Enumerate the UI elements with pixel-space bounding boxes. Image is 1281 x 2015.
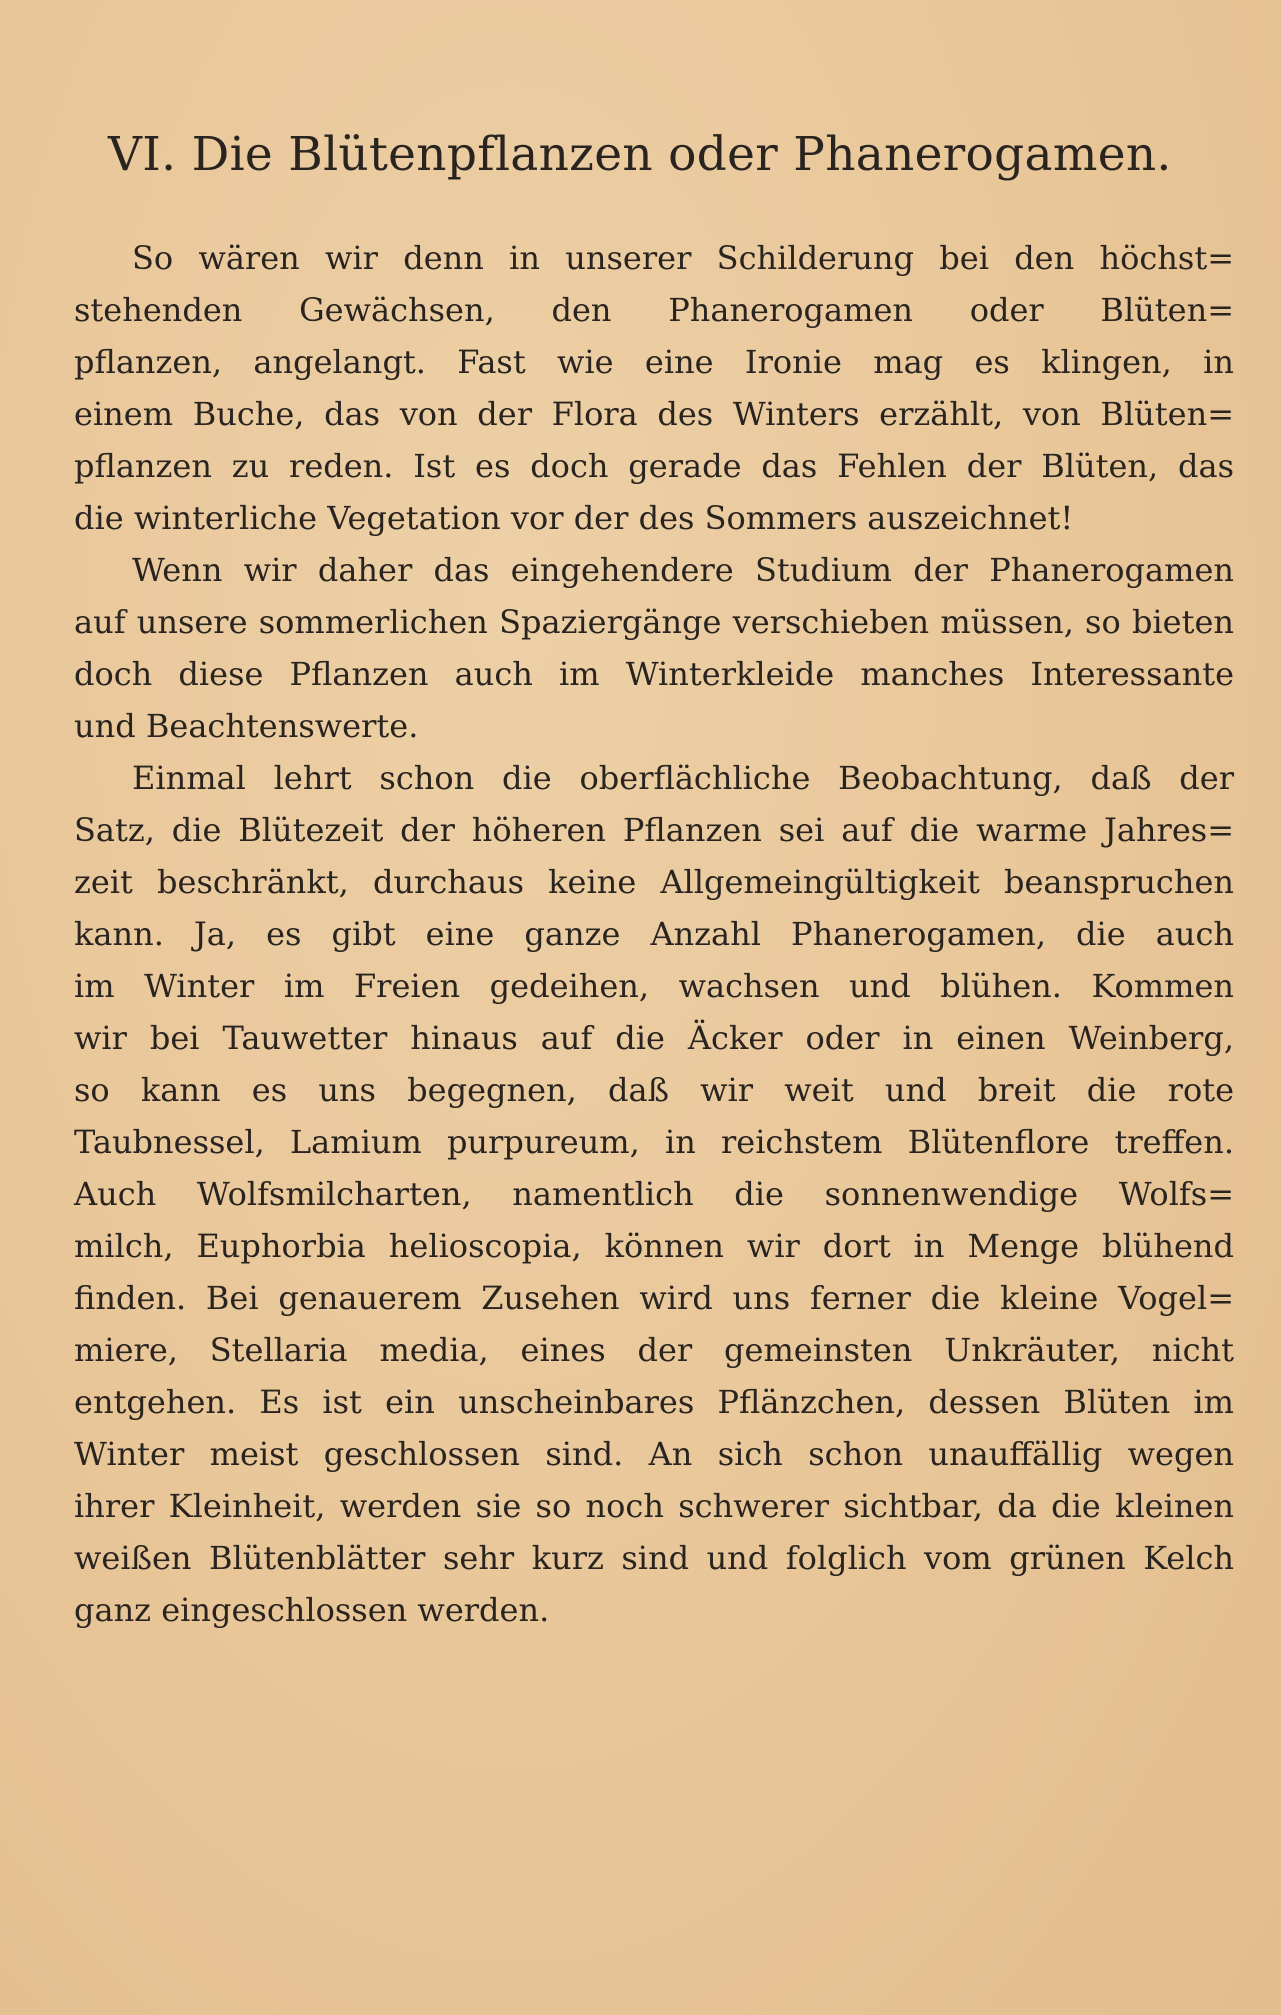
text-line: ihrer Kleinheit, werden sie so noch schwerer sichtbar, da die kleinen xyxy=(74,1487,1234,1525)
text-line: einem Buche, das von der Flora des Winters erzählt, von Blüten= xyxy=(74,395,1234,433)
text-line: und Beachtenswerte. xyxy=(74,707,419,745)
text-line: finden. Bei genauerem Zusehen wird uns ferner die kleine Vogel= xyxy=(74,1279,1234,1317)
text-line: Winter meist geschlossen sind. An sich schon unauffällig wegen xyxy=(74,1435,1234,1473)
text-line: Wenn wir daher das eingehendere Studium der Phanerogamen xyxy=(132,551,1234,589)
text-line: pflanzen zu reden. Ist es doch gerade das Fehlen der Blüten, das xyxy=(74,447,1234,485)
text-line: auf unsere sommerlichen Spaziergänge verschieben müssen, so bieten xyxy=(74,603,1234,641)
text-line: so kann es uns begegnen, daß wir weit und breit die rote xyxy=(74,1071,1234,1109)
text-line: miere, Stellaria media, eines der gemeinsten Unkräuter, nicht xyxy=(74,1331,1234,1369)
text-line: Satz, die Blütezeit der höheren Pflanzen sei auf die warme Jahres= xyxy=(74,811,1234,849)
text-line: milch, Euphorbia helioscopia, können wir dort in Menge blühend xyxy=(74,1227,1234,1265)
text-line: Auch Wolfsmilcharten, namentlich die sonnenwendige Wolfs= xyxy=(74,1175,1234,1213)
text-line: Einmal lehrt schon die oberflächliche Beobachtung, daß der xyxy=(132,759,1234,797)
text-line: im Winter im Freien gedeihen, wachsen und blühen. Kommen xyxy=(74,967,1234,1005)
text-line: Taubnessel, Lamium purpureum, in reichstem Blütenflore treffen. xyxy=(74,1123,1234,1161)
text-line: die winterliche Vegetation vor der des Sommers auszeichnet! xyxy=(74,499,1074,537)
text-line: pflanzen, angelangt. Fast wie eine Ironie mag es klingen, in xyxy=(74,343,1234,381)
chapter-title: VI. Die Blütenpflanzen oder Phanerogamen. xyxy=(108,127,1172,182)
text-line: wir bei Tauwetter hinaus auf die Äcker oder in einen Weinberg, xyxy=(74,1019,1234,1057)
text-line: doch diese Pflanzen auch im Winterkleide manches Interessante xyxy=(74,655,1234,693)
text-line: kann. Ja, es gibt eine ganze Anzahl Phanerogamen, die auch xyxy=(74,915,1234,953)
text-line: zeit beschränkt, durchaus keine Allgemeingültigkeit beanspruchen xyxy=(74,863,1234,901)
body-text xyxy=(74,232,1234,1636)
text-line: entgehen. Es ist ein unscheinbares Pflänzchen, dessen Blüten im xyxy=(74,1383,1234,1421)
text-line: stehenden Gewächsen, den Phanerogamen oder Blüten= xyxy=(74,291,1234,329)
text-line: So wären wir denn in unserer Schilderung bei den höchst= xyxy=(132,239,1234,277)
text-line: weißen Blütenblätter sehr kurz sind und folglich vom grünen Kelch xyxy=(74,1539,1234,1577)
text-line: ganz eingeschlossen werden. xyxy=(74,1591,550,1629)
